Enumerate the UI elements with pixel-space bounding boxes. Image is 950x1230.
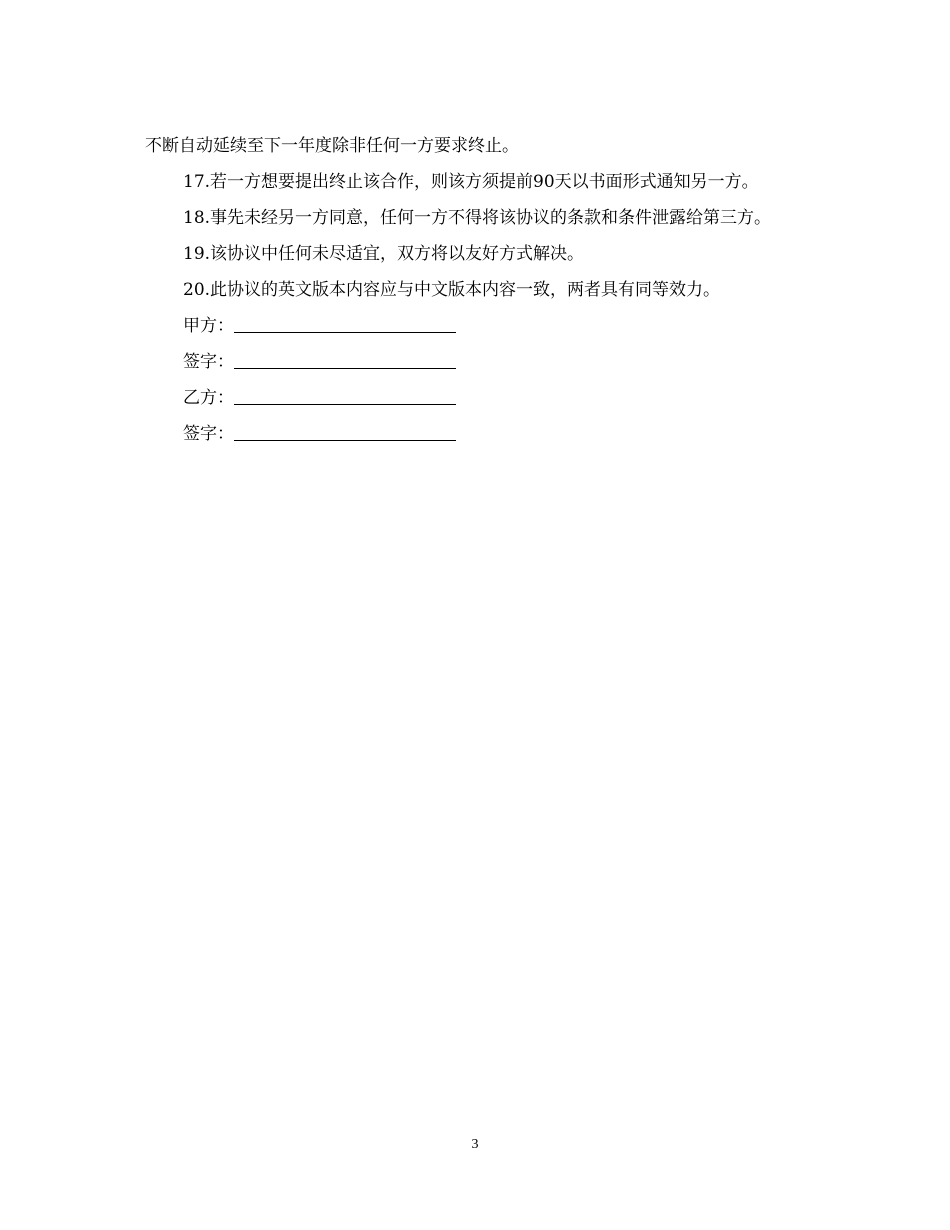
party-a-label: 甲方： — [183, 316, 234, 336]
party-b-signature-label: 签字： — [183, 424, 234, 444]
party-b-line — [145, 380, 805, 416]
party-b-signature-line — [145, 416, 805, 452]
party-b-label: 乙方： — [183, 388, 234, 408]
party-a-signature-line — [145, 344, 805, 380]
document-body — [145, 128, 805, 452]
clause-17: 17.若一方想要提出终止该合作，则该方须提前90天以书面形式通知另一方。 — [183, 172, 759, 192]
clause-19: 19.该协议中任何未尽适宜，双方将以友好方式解决。 — [183, 244, 585, 264]
party-a-signature-label: 签字： — [183, 352, 234, 372]
party-b-signature-blank — [234, 439, 456, 441]
paragraph-continuation: 不断自动延续至下一年度除非任何一方要求终止。 — [145, 136, 519, 156]
party-a-blank — [234, 331, 456, 333]
clause-20: 20.此协议的英文版本内容应与中文版本内容一致，两者具有同等效力。 — [183, 280, 721, 300]
party-a-line — [145, 308, 805, 344]
page-number: 3 — [471, 1137, 479, 1152]
party-b-blank — [234, 403, 456, 405]
clause-18: 18.事先未经另一方同意，任何一方不得将该协议的条款和条件泄露给第三方。 — [183, 208, 772, 228]
party-a-signature-blank — [234, 367, 456, 369]
